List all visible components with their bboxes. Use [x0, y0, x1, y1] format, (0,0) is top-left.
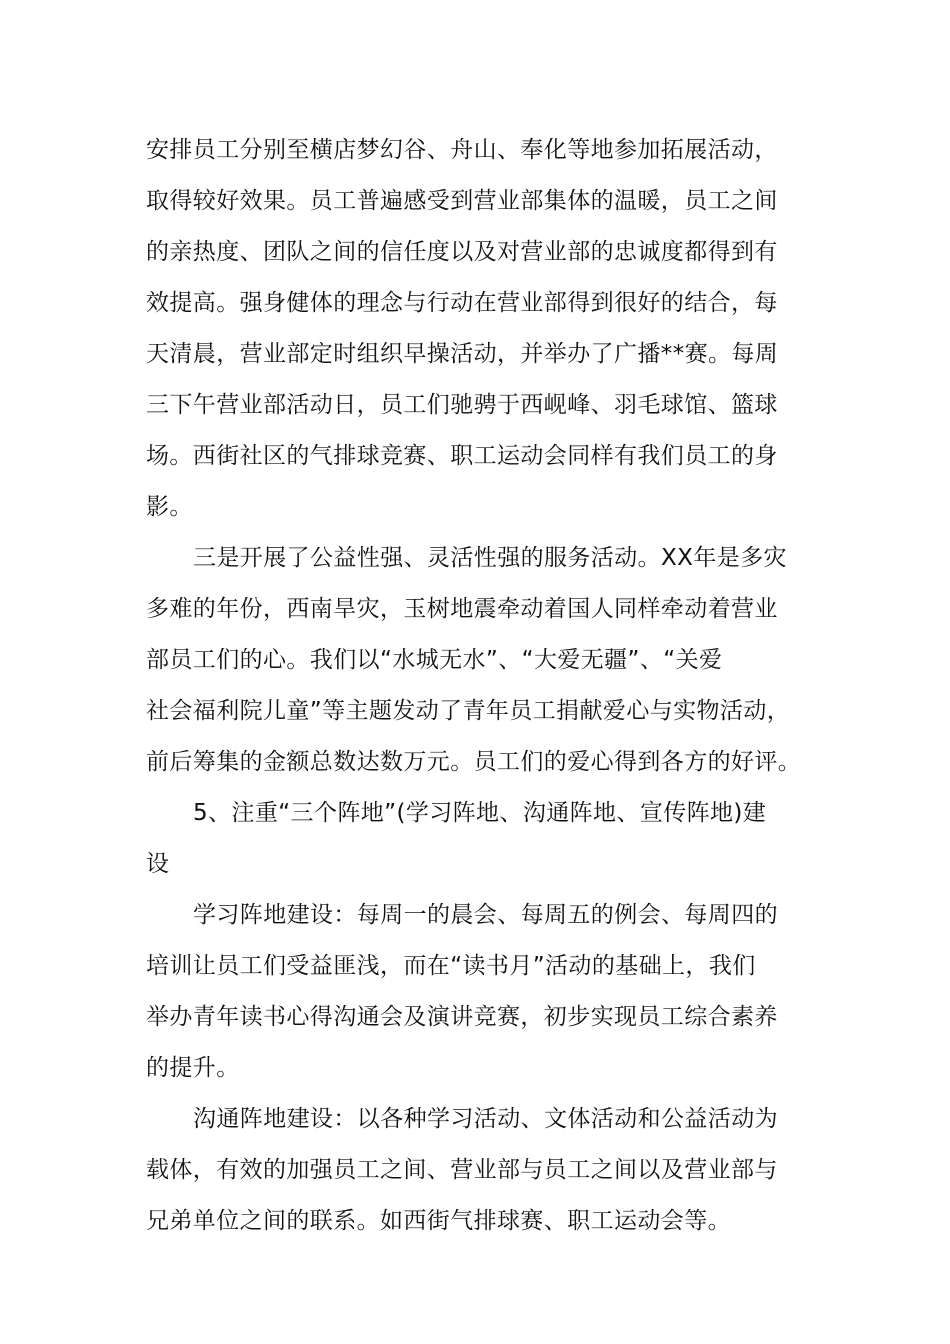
text-line: 兄弟单位之间的联系。如西街气排球赛、职工运动会等。: [146, 1208, 731, 1234]
text-line: 安排员工分别至横店梦幻谷、舟山、奉化等地参加拓展活动，: [146, 137, 778, 163]
text-line: 天清晨，营业部定时组织早操活动，并举办了广播**赛。每周: [146, 341, 779, 367]
text-line: 影。: [146, 494, 193, 520]
paragraph-first-line: 沟通阵地建设：以各种学习活动、文体活动和公益活动为: [193, 1106, 778, 1132]
text-line: 前后筹集的金额总数达数万元。员工们的爱心得到各方的好评。: [146, 749, 802, 775]
text-line: 三下午营业部活动日，员工们驰骋于西岘峰、羽毛球馆、篮球: [146, 392, 778, 418]
text-line: 场。西街社区的气排球竞赛、职工运动会同样有我们员工的身: [146, 443, 778, 469]
paragraph-first-line: 三是开展了公益性强、灵活性强的服务活动。XX年是多灾: [193, 545, 787, 571]
paragraph-first-line: 学习阵地建设：每周一的晨会、每周五的例会、每周四的: [193, 902, 778, 928]
section-heading: 5、注重“三个阵地”(学习阵地、沟通阵地、宣传阵地)建: [193, 800, 767, 826]
text-line: 培训让员工们受益匪浅，而在“读书月”活动的基础上，我们: [146, 953, 756, 979]
text-line: 社会福利院儿童”等主题发动了青年员工捐献爱心与实物活动，: [146, 698, 791, 724]
text-line: 的提升。: [146, 1055, 240, 1081]
text-line: 举办青年读书心得沟通会及演讲竞赛，初步实现员工综合素养: [146, 1004, 778, 1030]
text-line: 部员工们的心。我们以“水城无水”、“大爱无疆”、“关爱: [146, 647, 723, 673]
section-heading-continuation: 设: [146, 851, 170, 877]
text-line: 多难的年份，西南旱灾，玉树地震牵动着国人同样牵动着营业: [146, 596, 778, 622]
text-line: 载体，有效的加强员工之间、营业部与员工之间以及营业部与: [146, 1157, 778, 1183]
text-line: 效提高。强身健体的理念与行动在营业部得到很好的结合，每: [146, 290, 778, 316]
text-line: 的亲热度、团队之间的信任度以及对营业部的忠诚度都得到有: [146, 239, 778, 265]
text-line: 取得较好效果。员工普遍感受到营业部集体的温暖，员工之间: [146, 188, 778, 214]
